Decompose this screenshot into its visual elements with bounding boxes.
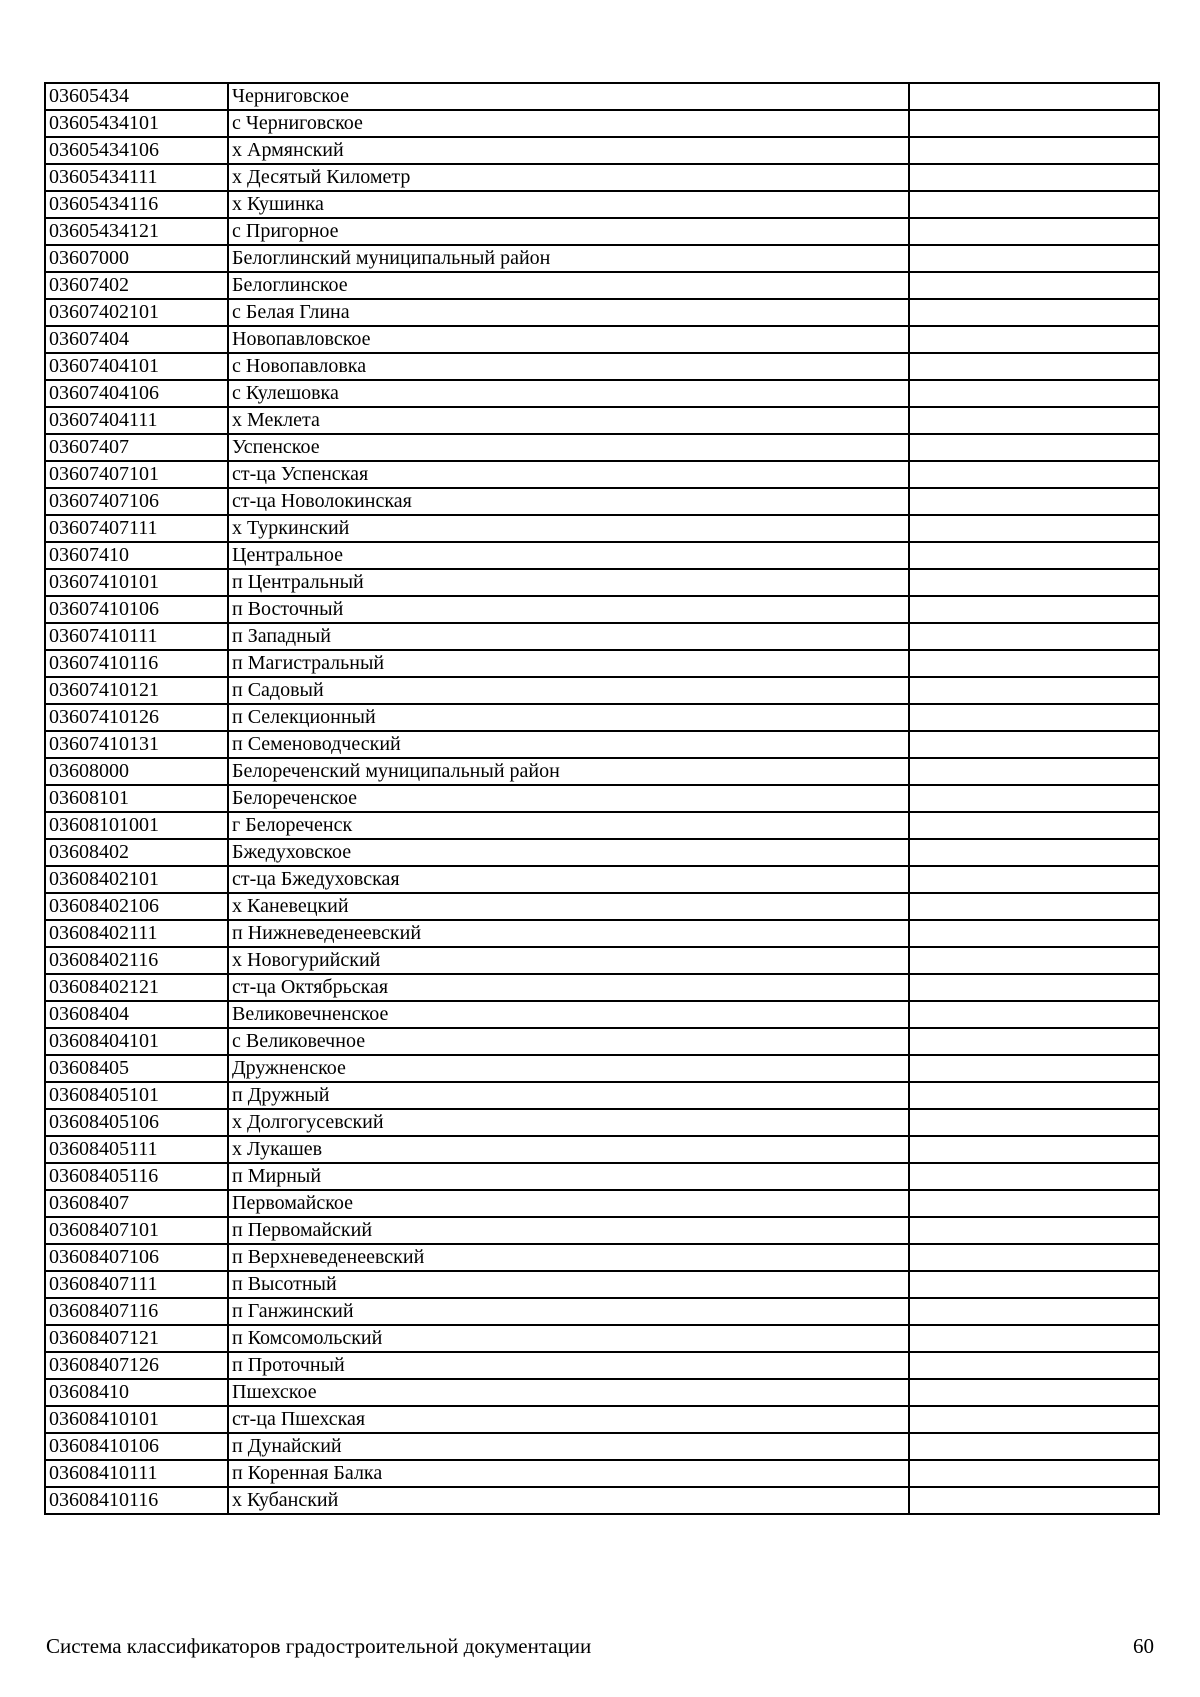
- code-cell: 03607404111: [45, 407, 228, 434]
- code-cell: 03605434121: [45, 218, 228, 245]
- code-cell: 03608407126: [45, 1352, 228, 1379]
- code-cell: 03605434106: [45, 137, 228, 164]
- table-row: [45, 1190, 1159, 1217]
- extra-cell: [909, 110, 1159, 137]
- code-cell: 03608410106: [45, 1433, 228, 1460]
- table-row: [45, 1379, 1159, 1406]
- table-row: [45, 191, 1159, 218]
- extra-cell: [909, 893, 1159, 920]
- table-row: [45, 1487, 1159, 1514]
- name-cell: п Комсомольский: [228, 1325, 909, 1352]
- name-cell: п Нижневеденеевский: [228, 920, 909, 947]
- code-cell: 03605434116: [45, 191, 228, 218]
- table-row: [45, 866, 1159, 893]
- extra-cell: [909, 1487, 1159, 1514]
- extra-cell: [909, 1433, 1159, 1460]
- name-cell: ст-ца Новолокинская: [228, 488, 909, 515]
- table-row: [45, 650, 1159, 677]
- name-cell: с Великовечное: [228, 1028, 909, 1055]
- table-row: [45, 893, 1159, 920]
- extra-cell: [909, 542, 1159, 569]
- table-row: [45, 299, 1159, 326]
- table-row: [45, 569, 1159, 596]
- table-row: [45, 677, 1159, 704]
- table-row: [45, 1163, 1159, 1190]
- code-cell: 03608402116: [45, 947, 228, 974]
- name-cell: г Белореченск: [228, 812, 909, 839]
- name-cell: п Восточный: [228, 596, 909, 623]
- name-cell: Черниговское: [228, 83, 909, 110]
- name-cell: Великовечненское: [228, 1001, 909, 1028]
- extra-cell: [909, 947, 1159, 974]
- table-row: [45, 920, 1159, 947]
- extra-cell: [909, 1298, 1159, 1325]
- name-cell: п Центральный: [228, 569, 909, 596]
- table-row: [45, 1352, 1159, 1379]
- table-row: [45, 1055, 1159, 1082]
- table-row: [45, 164, 1159, 191]
- extra-cell: [909, 353, 1159, 380]
- name-cell: Новопавловское: [228, 326, 909, 353]
- table-row: [45, 407, 1159, 434]
- code-cell: 03608101: [45, 785, 228, 812]
- code-cell: 03608407111: [45, 1271, 228, 1298]
- name-cell: Бжедуховское: [228, 839, 909, 866]
- name-cell: х Меклета: [228, 407, 909, 434]
- extra-cell: [909, 812, 1159, 839]
- extra-cell: [909, 83, 1159, 110]
- code-cell: 03608404: [45, 1001, 228, 1028]
- name-cell: п Западный: [228, 623, 909, 650]
- extra-cell: [909, 461, 1159, 488]
- extra-cell: [909, 1028, 1159, 1055]
- code-cell: 03608402111: [45, 920, 228, 947]
- extra-cell: [909, 1406, 1159, 1433]
- name-cell: х Десятый Километр: [228, 164, 909, 191]
- table-row: [45, 1271, 1159, 1298]
- table-row: [45, 515, 1159, 542]
- code-cell: 03608410111: [45, 1460, 228, 1487]
- code-cell: 03607407: [45, 434, 228, 461]
- table-row: [45, 434, 1159, 461]
- name-cell: п Высотный: [228, 1271, 909, 1298]
- name-cell: х Лукашев: [228, 1136, 909, 1163]
- table-row: [45, 83, 1159, 110]
- name-cell: Пшехское: [228, 1379, 909, 1406]
- name-cell: п Дунайский: [228, 1433, 909, 1460]
- table-row: [45, 758, 1159, 785]
- name-cell: Центральное: [228, 542, 909, 569]
- extra-cell: [909, 1190, 1159, 1217]
- name-cell: х Новогурийский: [228, 947, 909, 974]
- table-row: [45, 110, 1159, 137]
- extra-cell: [909, 569, 1159, 596]
- code-cell: 03607410121: [45, 677, 228, 704]
- extra-cell: [909, 974, 1159, 1001]
- name-cell: п Семеноводческий: [228, 731, 909, 758]
- table-row: [45, 974, 1159, 1001]
- table-row: [45, 137, 1159, 164]
- name-cell: ст-ца Успенская: [228, 461, 909, 488]
- name-cell: х Армянский: [228, 137, 909, 164]
- code-cell: 03605434101: [45, 110, 228, 137]
- code-cell: 03607402101: [45, 299, 228, 326]
- code-cell: 03607404106: [45, 380, 228, 407]
- code-cell: 03607410101: [45, 569, 228, 596]
- table-row: [45, 461, 1159, 488]
- extra-cell: [909, 1379, 1159, 1406]
- code-cell: 03607404: [45, 326, 228, 353]
- extra-cell: [909, 1136, 1159, 1163]
- extra-cell: [909, 299, 1159, 326]
- extra-cell: [909, 758, 1159, 785]
- table-row: [45, 218, 1159, 245]
- code-cell: 03607404101: [45, 353, 228, 380]
- code-cell: 03608407116: [45, 1298, 228, 1325]
- name-cell: п Магистральный: [228, 650, 909, 677]
- table-row: [45, 1460, 1159, 1487]
- table-row: [45, 704, 1159, 731]
- table-row: [45, 380, 1159, 407]
- table-row: [45, 1136, 1159, 1163]
- extra-cell: [909, 380, 1159, 407]
- extra-cell: [909, 1109, 1159, 1136]
- table-row: [45, 488, 1159, 515]
- extra-cell: [909, 434, 1159, 461]
- name-cell: п Верхневеденеевский: [228, 1244, 909, 1271]
- code-cell: 03608407101: [45, 1217, 228, 1244]
- table-row: [45, 1406, 1159, 1433]
- code-cell: 03607407111: [45, 515, 228, 542]
- name-cell: п Первомайский: [228, 1217, 909, 1244]
- name-cell: п Мирный: [228, 1163, 909, 1190]
- name-cell: п Проточный: [228, 1352, 909, 1379]
- name-cell: с Кулешовка: [228, 380, 909, 407]
- name-cell: Успенское: [228, 434, 909, 461]
- extra-cell: [909, 488, 1159, 515]
- code-cell: 03608402: [45, 839, 228, 866]
- table-row: [45, 353, 1159, 380]
- extra-cell: [909, 785, 1159, 812]
- extra-cell: [909, 1082, 1159, 1109]
- extra-cell: [909, 272, 1159, 299]
- extra-cell: [909, 1352, 1159, 1379]
- extra-cell: [909, 407, 1159, 434]
- name-cell: Белоглинский муниципальный район: [228, 245, 909, 272]
- name-cell: х Долгогусевский: [228, 1109, 909, 1136]
- code-cell: 03608402101: [45, 866, 228, 893]
- extra-cell: [909, 191, 1159, 218]
- extra-cell: [909, 1163, 1159, 1190]
- name-cell: ст-ца Пшехская: [228, 1406, 909, 1433]
- table-row: [45, 1109, 1159, 1136]
- code-cell: 03605434: [45, 83, 228, 110]
- code-cell: 03607410: [45, 542, 228, 569]
- extra-cell: [909, 596, 1159, 623]
- code-cell: 03608410116: [45, 1487, 228, 1514]
- extra-cell: [909, 839, 1159, 866]
- extra-cell: [909, 623, 1159, 650]
- extra-cell: [909, 1244, 1159, 1271]
- table-row: [45, 1028, 1159, 1055]
- name-cell: с Черниговское: [228, 110, 909, 137]
- name-cell: Дружненское: [228, 1055, 909, 1082]
- code-cell: 03608407: [45, 1190, 228, 1217]
- extra-cell: [909, 164, 1159, 191]
- name-cell: ст-ца Октябрьская: [228, 974, 909, 1001]
- code-cell: 03608405106: [45, 1109, 228, 1136]
- code-cell: 03605434111: [45, 164, 228, 191]
- code-cell: 03608407121: [45, 1325, 228, 1352]
- extra-cell: [909, 218, 1159, 245]
- code-cell: 03607000: [45, 245, 228, 272]
- extra-cell: [909, 1325, 1159, 1352]
- extra-cell: [909, 677, 1159, 704]
- name-cell: п Коренная Балка: [228, 1460, 909, 1487]
- code-cell: 03608405116: [45, 1163, 228, 1190]
- code-cell: 03607407106: [45, 488, 228, 515]
- table-body: [45, 83, 1159, 1514]
- table-row: [45, 596, 1159, 623]
- code-cell: 03608000: [45, 758, 228, 785]
- table-row: [45, 1217, 1159, 1244]
- name-cell: с Белая Глина: [228, 299, 909, 326]
- table-row: [45, 731, 1159, 758]
- extra-cell: [909, 137, 1159, 164]
- table-row: [45, 245, 1159, 272]
- code-cell: 03608405: [45, 1055, 228, 1082]
- table-row: [45, 1298, 1159, 1325]
- name-cell: х Туркинский: [228, 515, 909, 542]
- name-cell: п Дружный: [228, 1082, 909, 1109]
- extra-cell: [909, 245, 1159, 272]
- code-cell: 03608410101: [45, 1406, 228, 1433]
- name-cell: Белореченское: [228, 785, 909, 812]
- code-cell: 03607410131: [45, 731, 228, 758]
- table-row: [45, 947, 1159, 974]
- table-row: [45, 272, 1159, 299]
- table-row: [45, 1325, 1159, 1352]
- footer-title: Система классификаторов градостроительной документации: [46, 1634, 592, 1658]
- table-row: [45, 812, 1159, 839]
- extra-cell: [909, 731, 1159, 758]
- extra-cell: [909, 704, 1159, 731]
- code-cell: 03608405101: [45, 1082, 228, 1109]
- extra-cell: [909, 1001, 1159, 1028]
- code-cell: 03608101001: [45, 812, 228, 839]
- code-cell: 03607410106: [45, 596, 228, 623]
- code-cell: 03608402121: [45, 974, 228, 1001]
- table-row: [45, 785, 1159, 812]
- extra-cell: [909, 1055, 1159, 1082]
- table-row: [45, 326, 1159, 353]
- code-cell: 03607402: [45, 272, 228, 299]
- extra-cell: [909, 515, 1159, 542]
- name-cell: Первомайское: [228, 1190, 909, 1217]
- extra-cell: [909, 1460, 1159, 1487]
- table-row: [45, 1082, 1159, 1109]
- extra-cell: [909, 866, 1159, 893]
- name-cell: х Кубанский: [228, 1487, 909, 1514]
- page-number: 60: [1133, 1634, 1154, 1658]
- name-cell: х Каневецкий: [228, 893, 909, 920]
- name-cell: с Пригорное: [228, 218, 909, 245]
- code-cell: 03607410116: [45, 650, 228, 677]
- code-cell: 03608404101: [45, 1028, 228, 1055]
- extra-cell: [909, 920, 1159, 947]
- classifier-table: [44, 82, 1160, 1515]
- code-cell: 03607410126: [45, 704, 228, 731]
- name-cell: п Садовый: [228, 677, 909, 704]
- extra-cell: [909, 1217, 1159, 1244]
- extra-cell: [909, 326, 1159, 353]
- table-row: [45, 623, 1159, 650]
- table-row: [45, 1001, 1159, 1028]
- extra-cell: [909, 650, 1159, 677]
- code-cell: 03607410111: [45, 623, 228, 650]
- name-cell: х Кушинка: [228, 191, 909, 218]
- name-cell: Белоглинское: [228, 272, 909, 299]
- name-cell: ст-ца Бжедуховская: [228, 866, 909, 893]
- code-cell: 03608410: [45, 1379, 228, 1406]
- table-row: [45, 1244, 1159, 1271]
- code-cell: 03608402106: [45, 893, 228, 920]
- name-cell: п Селекционный: [228, 704, 909, 731]
- code-cell: 03608407106: [45, 1244, 228, 1271]
- code-cell: 03607407101: [45, 461, 228, 488]
- extra-cell: [909, 1271, 1159, 1298]
- code-cell: 03608405111: [45, 1136, 228, 1163]
- table-row: [45, 542, 1159, 569]
- table-row: [45, 839, 1159, 866]
- name-cell: Белореченский муниципальный район: [228, 758, 909, 785]
- name-cell: с Новопавловка: [228, 353, 909, 380]
- name-cell: п Ганжинский: [228, 1298, 909, 1325]
- table-row: [45, 1433, 1159, 1460]
